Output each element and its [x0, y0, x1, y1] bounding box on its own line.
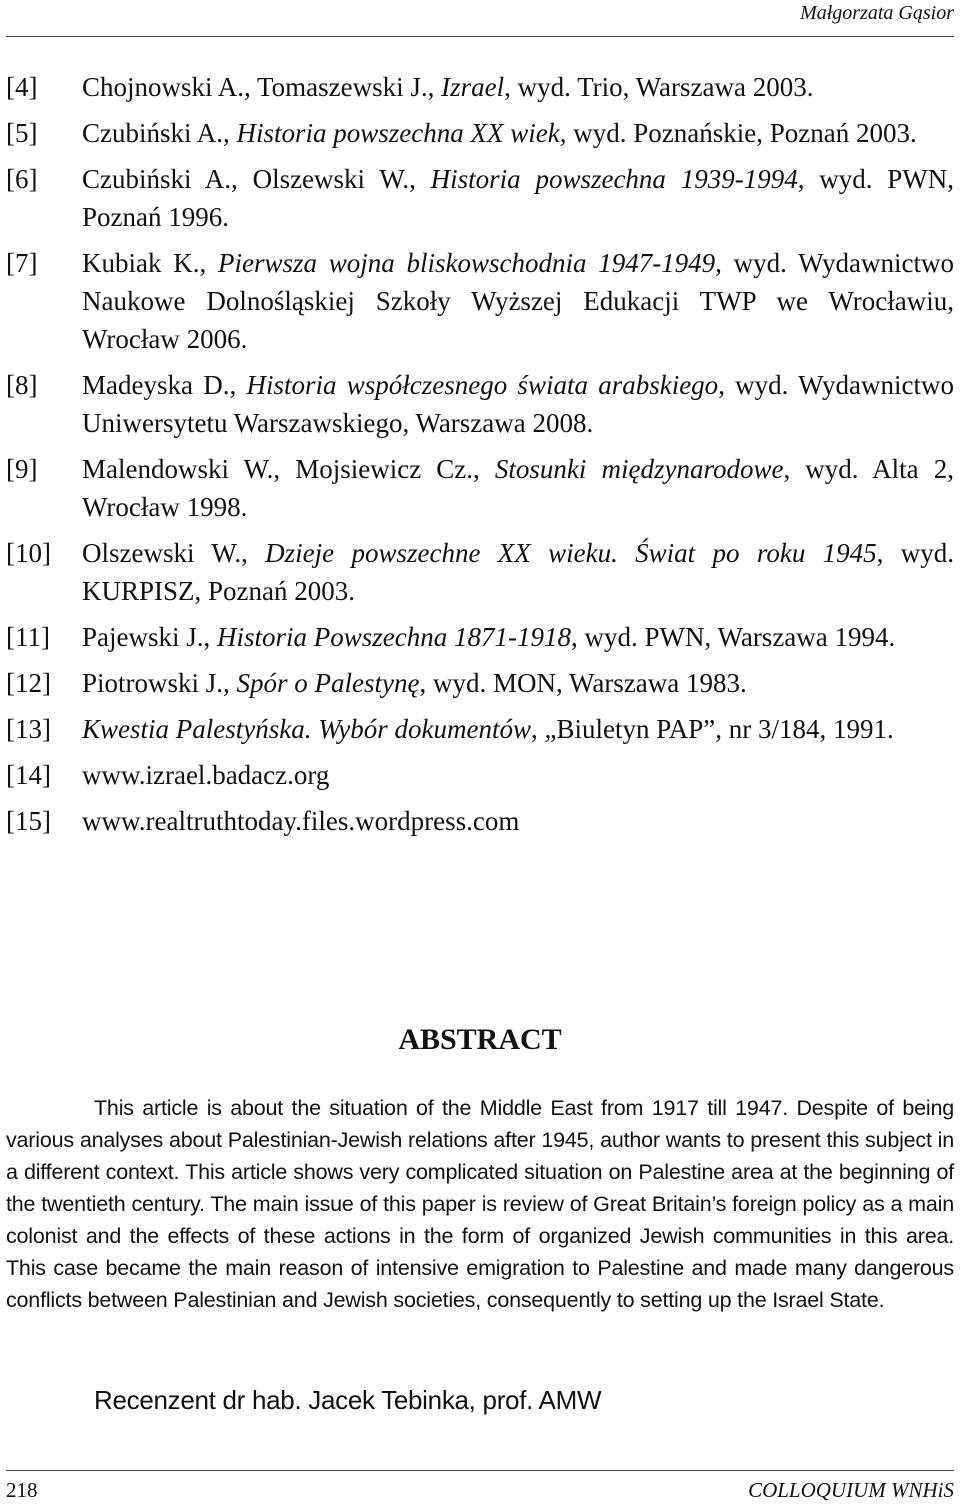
- reference-text: Czubiński A., Historia powszechna XX wiek, wyd. Poznańskie, Poznań 2003.: [82, 118, 917, 148]
- reference-title: Historia Powszechna 1871-1918: [217, 622, 571, 652]
- abstract-heading: ABSTRACT: [398, 1023, 562, 1056]
- abstract-body: This article is about the situation of the Middle East from 1917 till 1947. Despite of being various analyses about Palestinian-Jewish relations after 1945, author wants to present this subject in a different context. This article shows very complicated situation on Palestine area at the beginning of the twentieth century. The main issue of this paper is review of Great Britain’s foreign policy as a main colonist and the effects of these actions in the form of organized Jewish communities in this area. This case became the main reason of intensive emigration to Palestine and made many dangerous conflicts between Palestinian and Jewish societies, consequently to setting up the Israel State.: [6, 1096, 954, 1312]
- reference-title: Kwestia Palestyńska. Wybór dokumentów: [82, 714, 531, 744]
- reference-title: Izrael: [441, 72, 505, 102]
- reference-number: [8]: [6, 370, 38, 400]
- page-number: 218: [6, 1478, 38, 1502]
- reference-number: [7]: [6, 248, 38, 278]
- reference-text: Madeyska D., Historia współczesnego świata arabskiego, wyd. Wydawnictwo Uniwersytetu Warszawskiego, Warszawa 2008.: [82, 370, 955, 438]
- reference-number: [11]: [6, 622, 50, 652]
- reference-item: [6, 244, 954, 358]
- reviewer-line: Recenzent dr hab. Jacek Tebinka, prof. AMW: [94, 1385, 602, 1415]
- reference-title: Historia powszechna XX wiek: [236, 118, 560, 148]
- reference-text: Pajewski J., Historia Powszechna 1871-1918, wyd. PWN, Warszawa 1994.: [82, 622, 896, 652]
- reference-number: [9]: [6, 454, 38, 484]
- reference-text: Olszewski W., Dzieje powszechne XX wieku. Świat po roku 1945, wyd. KURPISZ, Poznań 2003.: [82, 538, 955, 606]
- reference-item: [6, 756, 954, 794]
- reference-number: [15]: [6, 806, 51, 836]
- reference-item: [6, 618, 954, 656]
- reference-title: Historia współczesnego świata arabskiego: [246, 370, 719, 400]
- reference-number: [12]: [6, 668, 51, 698]
- reference-text: Piotrowski J., Spór o Palestynę, wyd. MON, Warszawa 1983.: [82, 668, 747, 698]
- reference-text: Czubiński A., Olszewski W., Historia powszechna 1939-1994, wyd. PWN, Poznań 1996.: [82, 164, 955, 232]
- journal-name: COLLOQUIUM WNHiS: [748, 1478, 954, 1502]
- reference-item: [6, 68, 954, 106]
- reference-number: [10]: [6, 538, 51, 568]
- reference-item: [6, 160, 954, 236]
- reference-item: [6, 366, 954, 442]
- reference-text: Kwestia Palestyńska. Wybór dokumentów, „Biuletyn PAP”, nr 3/184, 1991.: [82, 714, 894, 744]
- reference-number: [6]: [6, 164, 38, 194]
- reference-item: [6, 710, 954, 748]
- reference-number: [14]: [6, 760, 51, 790]
- reference-list: [6, 68, 954, 848]
- footer-rule: [6, 1470, 954, 1471]
- reference-item: [6, 534, 954, 610]
- header-rule: [6, 36, 954, 37]
- reference-text: Malendowski W., Mojsiewicz Cz., Stosunki międzynarodowe, wyd. Alta 2, Wrocław 1998.: [82, 454, 955, 522]
- reference-link[interactable]: www.realtruthtoday.files.wordpress.com: [82, 806, 520, 836]
- reference-item: [6, 114, 954, 152]
- reference-title: Stosunki międzynarodowe: [494, 454, 784, 484]
- reference-number: [5]: [6, 118, 38, 148]
- reference-number: [4]: [6, 72, 38, 102]
- reference-title: Historia powszechna 1939-1994: [430, 164, 798, 194]
- reference-title: Spór o Palestynę: [236, 668, 420, 698]
- reference-item: [6, 664, 954, 702]
- reference-item: [6, 802, 954, 840]
- reference-text: Kubiak K., Pierwsza wojna bliskowschodnia 1947-1949, wyd. Wydawnictwo Naukowe Dolnośląskiej Szkoły Wyższej Edukacji TWP we Wrocławiu, Wrocław 2006.: [82, 248, 955, 354]
- reference-link[interactable]: www.izrael.badacz.org: [82, 760, 330, 790]
- reference-text: Chojnowski A., Tomaszewski J., Izrael, wyd. Trio, Warszawa 2003.: [82, 72, 814, 102]
- reference-title: Pierwsza wojna bliskowschodnia 1947-1949,: [217, 248, 722, 278]
- reference-item: [6, 450, 954, 526]
- reference-number: [13]: [6, 714, 51, 744]
- reference-title: Dzieje powszechne XX wieku. Świat po roku 1945: [265, 538, 877, 568]
- running-header-author: Małgorzata Gąsior: [800, 2, 954, 24]
